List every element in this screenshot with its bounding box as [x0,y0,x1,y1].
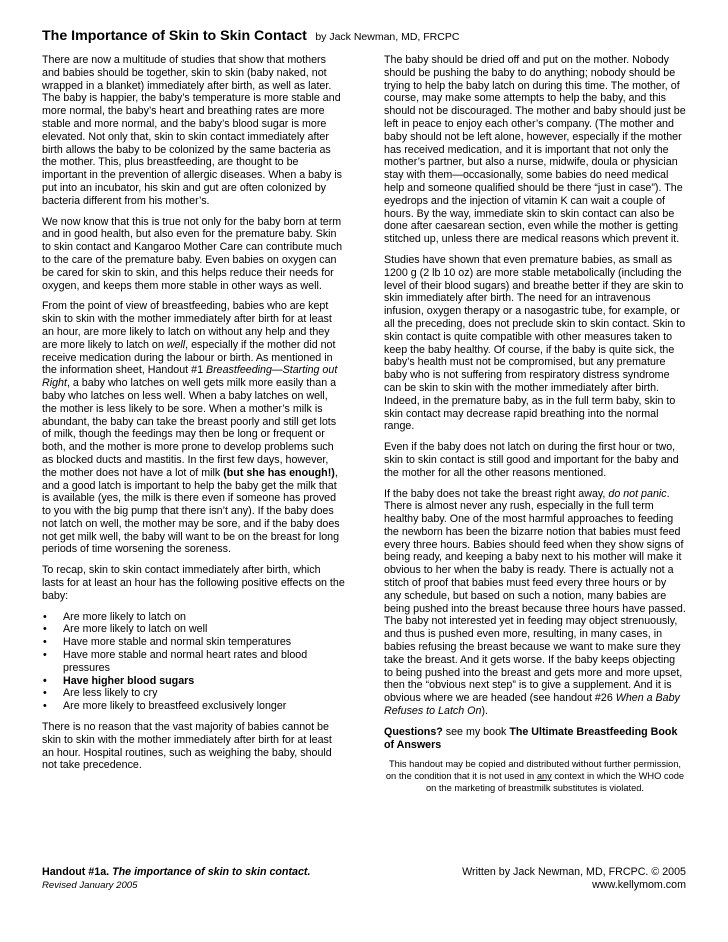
paragraph-studies: There are now a multitude of studies that show that mothers and babies should be together, skin to skin (baby naked, not wrapped in a blanket) immediately after birth, as well as later. The baby is happier, the baby’s temperature is more stable and more normal, the baby’s heart and breathing rates are more stable and more normal, and the baby’s blood sugar is more elevated. Not only that, skin to skin contact immediately after birth allows the baby to be colonized by the same bacteria as the mother. This, plus breastfeeding, are thought to be important in the prevention of allergic diseases. When a baby is put into an incubator, his skin and gut are often colonized by bacteria different from his mother’s. [42,54,343,207]
list-item: • Have more stable and normal heart rates and blood pressures [42,649,345,675]
text-run: , and a good latch is important to help the baby get the milk that is available (yes, the milk is there even if someone has proved to you with the big pump that there isn’t any). If the baby does not latch on well, the mother may be sore, and if the baby does not get milk well, the baby will want to be on the breast for long periods of time worsening the soreness. [42,466,340,556]
text-run: see my book [442,725,510,738]
text-run: From the point of view of breastfeeding, babies who are kept skin to skin with the mother immediately after birth for at least an hour, are more likely to latch on without any help and they are more likely to latch on [42,300,332,351]
text-run: This handout may be copied and distributed without further permission, on the condition that it is not used in [385,759,681,782]
emphasis-text: well [166,338,186,351]
handout-reference: When a Baby Refuses to Latch On [384,692,680,718]
footer-left [42,866,310,892]
title-row [42,27,686,47]
right-column [384,54,686,794]
left-column [42,54,345,780]
handout-label: Handout #1a. [42,866,110,878]
handout-line [42,866,310,879]
paragraph-first-hour: Even if the baby does not latch on during the first hour or two, skin to skin contact is still good and important for the baby and the mother for all the other reasons mentioned. [384,441,679,479]
author-byline: by Jack Newman, MD, FRCPC [315,31,460,43]
paragraph-premature-studies: Studies have shown that even premature babies, as small as 1200 g (2 lb 10 oz) are more stable metabolically (including the level of their blood sugars) and breathe better if they are skin to skin immediately after birth. The need for an intravenous infusion, oxygen therapy or a nasogastric tube, for example, or all the preceding, does not preclude skin to skin contact. Skin to skin contact is quite compatible with other measures taken to keep the baby healthy. Of course, if the baby is quite sick, the baby’s health must not be compromised, but any premature baby who is not suffering from respiratory distress syndrome can be skin to skin with the mother immediately after birth. Indeed, in the premature baby, as in the full term baby, skin to skin contact may decrease rapid breathing into the normal range. [384,253,686,433]
document-title: The Importance of Skin to Skin Contact [42,28,307,44]
paragraph-do-not-panic [384,488,686,718]
document-page [42,27,686,917]
text-run: If the baby does not take the breast right away, [384,487,609,500]
bold-text: (but she has enough!) [223,466,335,479]
benefits-list [42,611,345,713]
text-run: , a baby who latches on well gets milk more easily than a baby who latches on less well. When a baby latches on well, the mother is less likely to be sore. When a mother’s milk is abundant, the baby can take the breast poorly and still get lots of milk, though the feedings may then be long or frequent or both, and the mother is more prone to develop problems such as blocked ducts and mastitis. In the first few days, however, the mother does not have a lot of milk [42,377,337,479]
list-item: • Have more stable and normal skin temperatures [42,636,345,649]
handout-reference: Breastfeeding—Starting out Right [42,364,338,390]
copy-permission-notice [384,759,686,794]
text-run: ). [481,705,488,718]
list-item: • Have higher blood sugars [42,675,345,688]
book-title: The Ultimate Breastfeeding Book of Answers [384,725,678,751]
list-item: • Are more likely to latch on [42,611,345,624]
list-item: • Are less likely to cry [42,687,345,700]
paragraph-recap: To recap, skin to skin contact immediately after birth, which lasts for at least an hour has the following positive effects on the baby: [42,564,345,602]
paragraph-breastfeeding [42,300,345,556]
questions-line [384,726,686,752]
text-run: context in which the WHO code on the marketing of breastmilk substitutes is violated. [425,771,685,793]
text-run: , especially if the mother did not receive medication during the labour or birth. As mentioned in the information sheet, Handout #1 [42,338,336,377]
revised-date: Revised January 2005 [42,880,138,891]
list-item: • Are more likely to breastfeed exclusively longer [42,700,345,713]
questions-label: Questions? [384,725,443,738]
text-run: . There is almost never any rush, especially in the full term healthy baby. One of the most harmful approaches to feeding the newborn has been the bizarre notion that babies must feed every three hours. Babies should feed when they show signs of being ready, and keeping a baby next to his mother will make it obvious to her when the baby is ready. There is actually not a stitch of proof that babies must feed every three hours or by any schedule, but based on such a notion, many babies are being pushed into the breast because three hours have passed. The baby not interested yet in feeding may object strenuously, and thus is pushed even more, resulting, in many cases, in babies refusing the breast because we want to make sure they take the breast. And it gets worse. If the baby keeps objecting to being pushed into the breast and gets more and more upset, then the “obvious next step” is to give a supplement. And it is obvious where we are headed (see handout #26 [384,487,686,705]
website-url: www.kellymom.com [592,879,686,891]
written-by: Written by Jack Newman, MD, FRCPC. © 2005 [462,866,686,878]
footer-right [462,866,686,892]
list-item: • Are more likely to latch on well [42,623,345,636]
paragraph-dried-off: The baby should be dried off and put on the mother. Nobody should be pushing the baby to do anything; nobody should be trying to help the baby latch on during this time. The mother, of course, may make some attempts to help the baby, and this should not be discouraged. The mother and baby should just be left in peace to enjoy each other’s company. (The mother and baby should not be left alone, however, especially if the mother has received medication, and it is important that not only the mother’s partner, but also a nurse, midwife, doula or physician stay with them—occasionally, some babies do need medical help and someone qualified should be there “just in case”). The eyedrops and the injection of vitamin K can wait a couple of hours. By the way, immediate skin to skin contact can also be done after caesarean section, even while the mother is getting stitched up, unless there are medical reasons which prevent it. [384,54,686,246]
underlined-text: any [536,771,552,782]
handout-title: The importance of skin to skin contact. [112,866,311,878]
paragraph-premature: We now know that this is true not only for the baby born at term and in good health, but also even for the premature baby. Skin to skin contact and Kangaroo Mother Care can contribute much to the care of the premature baby. Even babies on oxygen can be cared for skin to skin, and this helps reduce their needs for oxygen, and keeps them more stable in other ways as well. [42,215,343,292]
emphasis-text: do not panic [608,487,667,500]
paragraph-no-reason: There is no reason that the vast majority of babies cannot be skin to skin with the mother immediately after birth for at least an hour. Hospital routines, such as weighing the baby, should not take precedence. [42,721,332,772]
